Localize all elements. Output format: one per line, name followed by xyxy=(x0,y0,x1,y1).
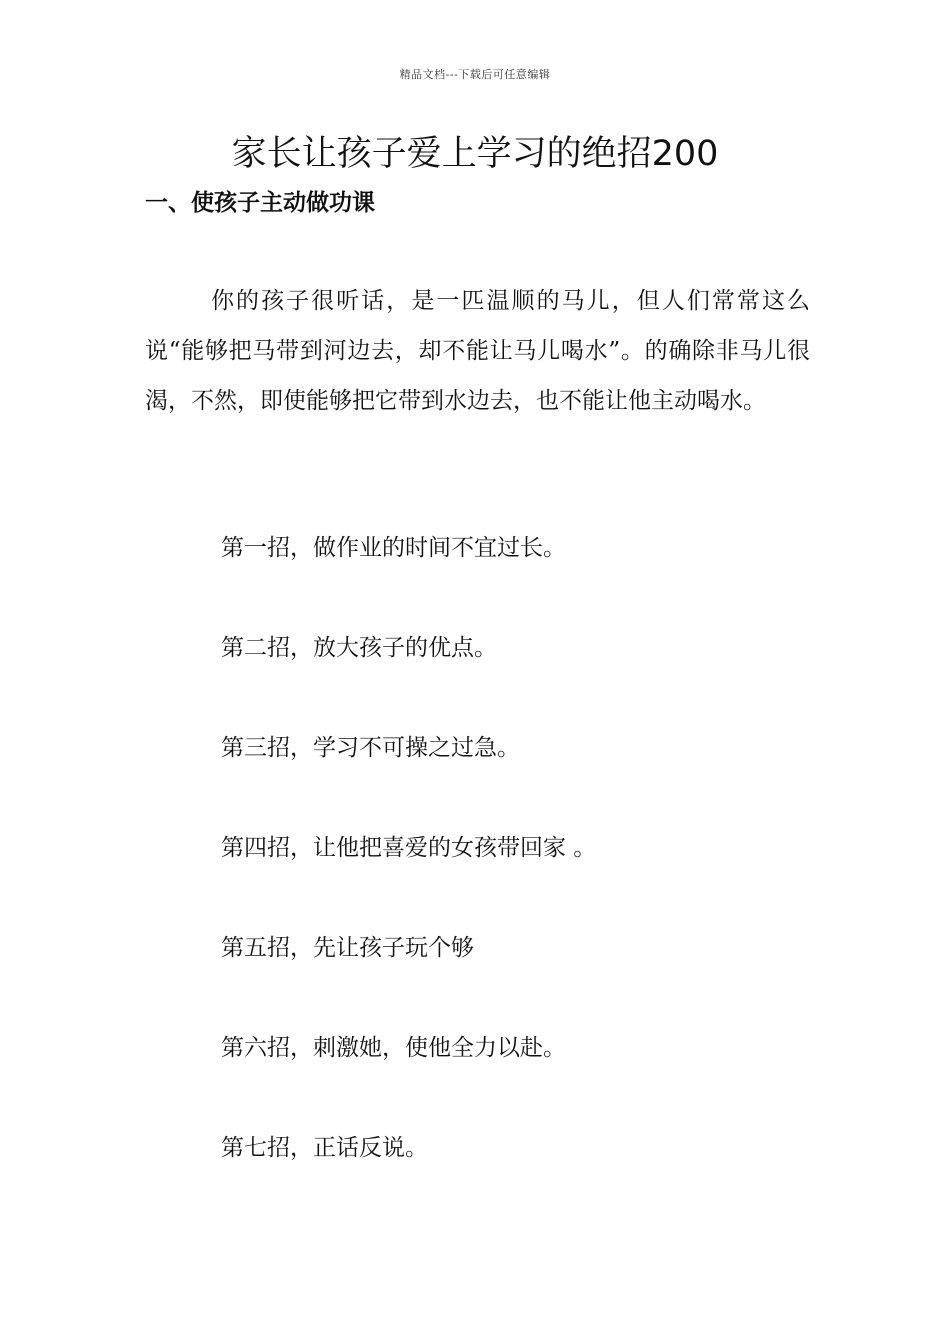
intro-paragraph: 你的孩子很听话，是一匹温顺的马儿，但人们常常这么说“能够把马带到河边去，却不能让马儿喝水”。的确除非马儿很渴，不然，即使能够把它带到水边去，也不能让他主动喝水。 xyxy=(145,288,810,414)
tip-item: 第三招，学习不可操之过急。 xyxy=(221,735,520,761)
tip-item: 第五招，先让孩子玩个够 xyxy=(221,935,474,961)
tip-item: 第六招，刺激她，使他全力以赴。 xyxy=(221,1035,566,1061)
tip-item: 第四招，让他把喜爱的女孩带回家 。 xyxy=(221,835,597,861)
section-heading: 一、使孩子主动做功课 xyxy=(145,189,375,216)
tips-list xyxy=(221,528,596,1228)
tip-item: 第七招，正话反说。 xyxy=(221,1135,428,1161)
tip-item: 第二招，放大孩子的优点。 xyxy=(221,635,497,661)
tip-item: 第一招，做作业的时间不宜过长。 xyxy=(221,535,566,561)
document-title: 家长让孩子爱上学习的绝招200 xyxy=(231,134,719,174)
header-note: 精品文档---下载后可任意编辑 xyxy=(399,68,551,81)
